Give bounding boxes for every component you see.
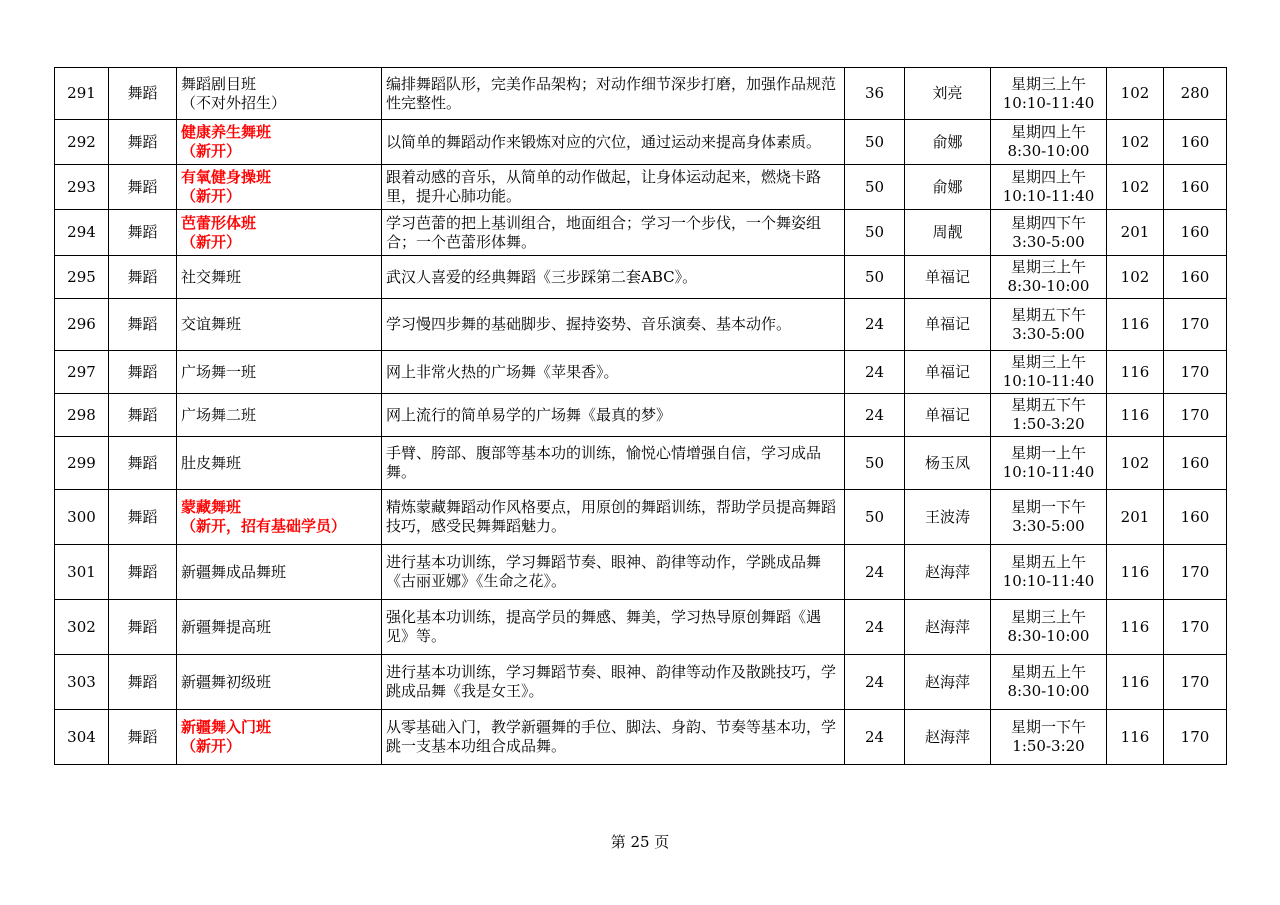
schedule-line: 8:30-10:00 (1007, 142, 1090, 160)
class-name-cell (177, 655, 382, 710)
schedule-cell (991, 299, 1107, 351)
teacher-cell: 赵海萍 (905, 710, 991, 765)
class-name-cell (177, 351, 382, 394)
class-name-line: （新开） (181, 737, 242, 755)
schedule-line: 星期四上午 (1010, 168, 1086, 186)
table-row (55, 710, 1227, 765)
room-cell: 201 (1107, 210, 1164, 256)
teacher-cell: 赵海萍 (905, 545, 991, 600)
schedule-cell (991, 600, 1107, 655)
course-number-cell: 293 (55, 165, 109, 210)
course-number-cell: 297 (55, 351, 109, 394)
schedule-cell (991, 351, 1107, 394)
teacher-cell: 俞娜 (905, 165, 991, 210)
category-cell: 舞蹈 (109, 394, 177, 437)
schedule-line: 星期四下午 (1010, 213, 1086, 232)
class-name-cell (177, 68, 382, 120)
description-cell: 学习芭蕾的把上基训组合，地面组合；学习一个步伐，一个舞姿组合；一个芭蕾形体舞。 (382, 210, 845, 256)
room-cell: 116 (1107, 299, 1164, 351)
category-cell: 舞蹈 (109, 68, 177, 120)
schedule-line: 星期一下午 (1010, 718, 1086, 736)
room-cell: 102 (1107, 256, 1164, 299)
schedule-line: 星期一下午 (1010, 498, 1086, 516)
class-name-line: （新开） (181, 232, 242, 251)
schedule-cell (991, 210, 1107, 256)
category-cell: 舞蹈 (109, 256, 177, 299)
class-name-line: （不对外招生） (181, 93, 287, 112)
teacher-cell: 周靓 (905, 210, 991, 256)
class-name-line: （新开） (181, 142, 242, 160)
class-name-line: 蒙藏舞班 (181, 498, 242, 516)
category-cell: 舞蹈 (109, 351, 177, 394)
class-name-line: 肚皮舞班 (181, 453, 242, 472)
hours-cell: 24 (845, 710, 905, 765)
room-cell: 102 (1107, 165, 1164, 210)
class-name-cell (177, 120, 382, 165)
class-name-line: 有氧健身操班 (181, 168, 272, 186)
teacher-cell: 单福记 (905, 299, 991, 351)
course-number-cell: 304 (55, 710, 109, 765)
category-cell: 舞蹈 (109, 545, 177, 600)
fee-cell: 160 (1164, 120, 1227, 165)
hours-cell: 24 (845, 545, 905, 600)
hours-cell: 50 (845, 120, 905, 165)
category-cell: 舞蹈 (109, 210, 177, 256)
hours-cell: 50 (845, 256, 905, 299)
teacher-cell: 刘亮 (905, 68, 991, 120)
hours-cell: 24 (845, 655, 905, 710)
description-cell: 网上非常火热的广场舞《苹果香》。 (382, 351, 845, 394)
schedule-line: 星期五上午 (1010, 663, 1086, 681)
description-cell: 强化基本功训练，提高学员的舞感、舞美，学习热导原创舞蹈《遇见》等。 (382, 600, 845, 655)
room-cell: 102 (1107, 120, 1164, 165)
class-name-cell (177, 545, 382, 600)
fee-cell: 170 (1164, 655, 1227, 710)
table-row (55, 545, 1227, 600)
course-number-cell: 301 (55, 545, 109, 600)
schedule-line: 8:30-10:00 (1007, 682, 1090, 700)
course-number-cell: 296 (55, 299, 109, 351)
teacher-cell: 赵海萍 (905, 600, 991, 655)
class-name-line: 社交舞班 (181, 267, 242, 286)
class-name-line: 广场舞一班 (181, 362, 257, 381)
fee-cell: 170 (1164, 351, 1227, 394)
table-row (55, 437, 1227, 490)
fee-cell: 280 (1164, 68, 1227, 120)
course-number-cell: 303 (55, 655, 109, 710)
fee-cell: 160 (1164, 210, 1227, 256)
class-name-line: （新开） (181, 187, 242, 205)
room-cell: 102 (1107, 437, 1164, 490)
hours-cell: 24 (845, 394, 905, 437)
hours-cell: 24 (845, 600, 905, 655)
schedule-cell (991, 545, 1107, 600)
schedule-cell (991, 490, 1107, 545)
fee-cell: 160 (1164, 256, 1227, 299)
fee-cell: 160 (1164, 437, 1227, 490)
class-name-line: 新疆舞成品舞班 (181, 562, 287, 581)
description-cell: 学习慢四步舞的基础脚步、握持姿势、音乐演奏、基本动作。 (382, 299, 845, 351)
description-cell: 进行基本功训练，学习舞蹈节奏、眼神、韵律等动作及散跳技巧，学跳成品舞《我是女王》。 (382, 655, 845, 710)
class-name-line: 新疆舞入门班 (181, 718, 272, 736)
description-cell: 武汉人喜爱的经典舞蹈《三步踩第二套ABC》。 (382, 256, 845, 299)
schedule-cell (991, 655, 1107, 710)
room-cell: 116 (1107, 710, 1164, 765)
schedule-cell (991, 256, 1107, 299)
description-cell: 精炼蒙藏舞蹈动作风格要点，用原创的舞蹈训练，帮助学员提高舞蹈技巧，感受民舞舞蹈魅力。 (382, 490, 845, 545)
schedule-line: 星期四上午 (1010, 123, 1086, 141)
schedule-line: 星期五下午 (1010, 396, 1086, 414)
page-number: 第 25 页 (610, 833, 670, 851)
schedule-line: 3:30-5:00 (1012, 517, 1085, 535)
class-name-cell (177, 490, 382, 545)
hours-cell: 50 (845, 165, 905, 210)
course-number-cell: 291 (55, 68, 109, 120)
fee-cell: 170 (1164, 545, 1227, 600)
schedule-cell (991, 68, 1107, 120)
hours-cell: 24 (845, 299, 905, 351)
fee-cell: 170 (1164, 710, 1227, 765)
schedule-line: 1:50-3:20 (1012, 415, 1085, 433)
teacher-cell: 单福记 (905, 394, 991, 437)
fee-cell: 160 (1164, 165, 1227, 210)
fee-cell: 160 (1164, 490, 1227, 545)
room-cell: 116 (1107, 351, 1164, 394)
room-cell: 102 (1107, 68, 1164, 120)
schedule-line: 10:10-11:40 (1002, 372, 1095, 390)
category-cell: 舞蹈 (109, 710, 177, 765)
description-cell: 以简单的舞蹈动作来锻炼对应的穴位，通过运动来提高身体素质。 (382, 120, 845, 165)
schedule-line: 星期五下午 (1010, 305, 1086, 324)
room-cell: 116 (1107, 545, 1164, 600)
class-name-cell (177, 437, 382, 490)
table-row (55, 256, 1227, 299)
course-number-cell: 298 (55, 394, 109, 437)
table-row (55, 351, 1227, 394)
table-row (55, 655, 1227, 710)
class-name-cell (177, 394, 382, 437)
category-cell: 舞蹈 (109, 655, 177, 710)
table-row (55, 600, 1227, 655)
description-cell: 网上流行的简单易学的广场舞《最真的梦》 (382, 394, 845, 437)
description-cell: 进行基本功训练，学习舞蹈节奏、眼神、韵律等动作，学跳成品舞《古丽亚娜》《生命之花》。 (382, 545, 845, 600)
hours-cell: 50 (845, 437, 905, 490)
schedule-line: 10:10-11:40 (1002, 572, 1095, 590)
schedule-cell (991, 394, 1107, 437)
class-name-cell (177, 299, 382, 351)
category-cell: 舞蹈 (109, 600, 177, 655)
description-cell: 编排舞蹈队形，完美作品架构；对动作细节深步打磨，加强作品规范性完整性。 (382, 68, 845, 120)
class-name-cell (177, 256, 382, 299)
schedule-line: 3:30-5:00 (1012, 232, 1085, 251)
class-name-cell (177, 165, 382, 210)
hours-cell: 36 (845, 68, 905, 120)
teacher-cell: 俞娜 (905, 120, 991, 165)
class-name-line: 舞蹈剧目班 (181, 74, 257, 93)
table-row (55, 210, 1227, 256)
category-cell: 舞蹈 (109, 437, 177, 490)
hours-cell: 50 (845, 490, 905, 545)
schedule-line: 星期五上午 (1010, 553, 1086, 571)
category-cell: 舞蹈 (109, 165, 177, 210)
course-number-cell: 302 (55, 600, 109, 655)
description-cell: 跟着动感的音乐，从简单的动作做起，让身体运动起来，燃烧卡路里，提升心肺功能。 (382, 165, 845, 210)
schedule-cell (991, 437, 1107, 490)
schedule-cell (991, 120, 1107, 165)
class-name-line: （新开，招有基础学员） (181, 517, 347, 535)
course-number-cell: 300 (55, 490, 109, 545)
course-table (54, 67, 1227, 765)
class-name-line: 交谊舞班 (181, 315, 242, 333)
course-number-cell: 294 (55, 210, 109, 256)
schedule-line: 10:10-11:40 (1002, 463, 1095, 481)
class-name-line: 新疆舞初级班 (181, 672, 272, 691)
class-name-cell (177, 210, 382, 256)
description-cell: 手臂、胯部、腹部等基本功的训练，愉悦心情增强自信，学习成品舞。 (382, 437, 845, 490)
class-name-cell (177, 600, 382, 655)
fee-cell: 170 (1164, 600, 1227, 655)
table-row (55, 299, 1227, 351)
schedule-line: 10:10-11:40 (1002, 93, 1095, 112)
table-row (55, 68, 1227, 120)
course-number-cell: 292 (55, 120, 109, 165)
table-body (55, 68, 1227, 765)
table-row (55, 394, 1227, 437)
category-cell: 舞蹈 (109, 299, 177, 351)
course-number-cell: 299 (55, 437, 109, 490)
category-cell: 舞蹈 (109, 490, 177, 545)
room-cell: 201 (1107, 490, 1164, 545)
schedule-line: 星期三上午 (1010, 353, 1086, 371)
class-name-line: 芭蕾形体班 (181, 213, 257, 232)
table-row (55, 120, 1227, 165)
schedule-line: 星期三上午 (1010, 608, 1086, 626)
hours-cell: 24 (845, 351, 905, 394)
hours-cell: 50 (845, 210, 905, 256)
schedule-line: 星期三上午 (1010, 258, 1086, 276)
schedule-line: 星期三上午 (1010, 74, 1086, 93)
schedule-line: 8:30-10:00 (1007, 277, 1090, 295)
schedule-line: 8:30-10:00 (1007, 627, 1090, 645)
class-name-line: 新疆舞提高班 (181, 617, 272, 636)
schedule-line: 星期一上午 (1010, 444, 1086, 462)
fee-cell: 170 (1164, 299, 1227, 351)
table-row (55, 165, 1227, 210)
teacher-cell: 单福记 (905, 256, 991, 299)
schedule-cell (991, 710, 1107, 765)
room-cell: 116 (1107, 655, 1164, 710)
schedule-line: 3:30-5:00 (1012, 324, 1085, 343)
category-cell: 舞蹈 (109, 120, 177, 165)
room-cell: 116 (1107, 600, 1164, 655)
room-cell: 116 (1107, 394, 1164, 437)
teacher-cell: 杨玉凤 (905, 437, 991, 490)
class-name-cell (177, 710, 382, 765)
schedule-line: 1:50-3:20 (1012, 737, 1085, 755)
teacher-cell: 王波涛 (905, 490, 991, 545)
class-name-line: 健康养生舞班 (181, 123, 272, 141)
course-number-cell: 295 (55, 256, 109, 299)
description-cell: 从零基础入门，教学新疆舞的手位、脚法、身韵、节奏等基本功，学跳一支基本功组合成品舞。 (382, 710, 845, 765)
schedule-cell (991, 165, 1107, 210)
schedule-line: 10:10-11:40 (1002, 187, 1095, 205)
table-row (55, 490, 1227, 545)
teacher-cell: 赵海萍 (905, 655, 991, 710)
teacher-cell: 单福记 (905, 351, 991, 394)
class-name-line: 广场舞二班 (181, 405, 257, 424)
fee-cell: 170 (1164, 394, 1227, 437)
